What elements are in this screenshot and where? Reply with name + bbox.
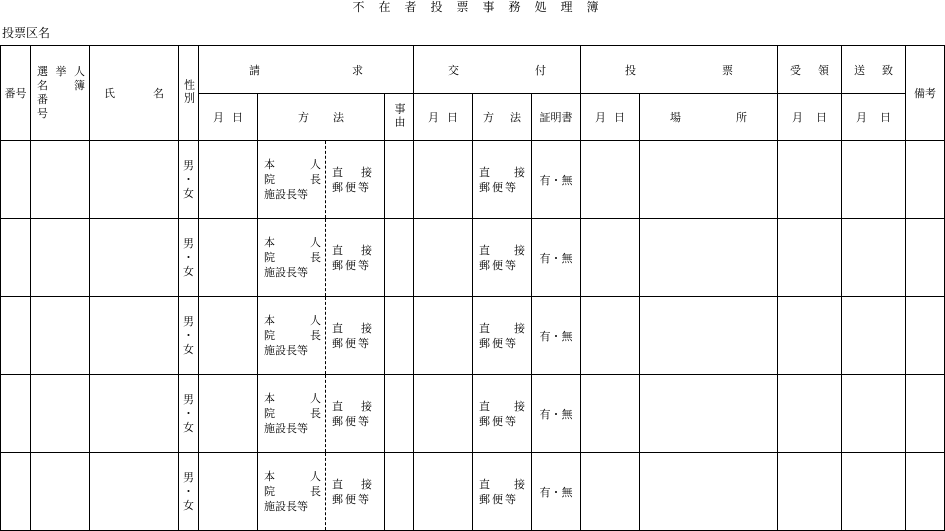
ledger-row — [1, 375, 945, 453]
certificate-header: 証明書 — [532, 94, 581, 141]
cell-vote-date[interactable] — [581, 297, 640, 375]
col-remarks-header: 備考 — [906, 46, 945, 141]
cell-remarks[interactable] — [906, 219, 945, 297]
cell-number[interactable] — [1, 375, 31, 453]
cell-request-date[interactable] — [199, 297, 258, 375]
cell-remarks[interactable] — [906, 297, 945, 375]
cell-request-by[interactable]: 本 人 院 長 施設長等 — [258, 453, 326, 531]
page-title: 不在者投票事務処理簿 — [352, 0, 613, 14]
cell-receipt-date[interactable] — [778, 453, 842, 531]
cell-delivery-date[interactable] — [414, 219, 473, 297]
cell-delivery-date[interactable] — [414, 453, 473, 531]
cell-delivery-method[interactable]: 直 接 郵便等 — [473, 219, 532, 297]
cell-forward-date[interactable] — [842, 141, 906, 219]
cell-name[interactable] — [90, 453, 179, 531]
cell-certificate[interactable]: 有・無 — [532, 297, 581, 375]
header-row-1 — [1, 46, 945, 94]
vote-date-header: 月 日 — [581, 94, 640, 141]
cell-certificate[interactable]: 有・無 — [532, 453, 581, 531]
cell-name[interactable] — [90, 297, 179, 375]
delivery-method-header: 方 法 — [473, 94, 532, 141]
cell-request-by[interactable]: 本 人 院 長 施設長等 — [258, 219, 326, 297]
cell-elector-number[interactable] — [31, 297, 90, 375]
cell-forward-date[interactable] — [842, 297, 906, 375]
vote-place-header: 場 所 — [640, 94, 778, 141]
cell-request-method[interactable]: 直 接 郵便等 — [326, 141, 385, 219]
cell-delivery-method[interactable]: 直 接 郵便等 — [473, 297, 532, 375]
cell-elector-number[interactable] — [31, 141, 90, 219]
cell-delivery-date[interactable] — [414, 375, 473, 453]
cell-elector-number[interactable] — [31, 219, 90, 297]
cell-sex[interactable]: 男 ・ 女 — [179, 141, 199, 219]
group-vote-header: 投 票 — [581, 46, 778, 94]
cell-request-reason[interactable] — [385, 219, 414, 297]
forward-date-header: 月 日 — [842, 94, 906, 141]
cell-vote-date[interactable] — [581, 219, 640, 297]
cell-request-reason[interactable] — [385, 375, 414, 453]
cell-certificate[interactable]: 有・無 — [532, 141, 581, 219]
cell-receipt-date[interactable] — [778, 141, 842, 219]
request-method-header: 方 法 — [258, 94, 385, 141]
cell-name[interactable] — [90, 219, 179, 297]
col-name-header: 氏 名 — [90, 46, 179, 141]
cell-number[interactable] — [1, 219, 31, 297]
group-receipt-header: 受 領 — [778, 46, 842, 94]
col-sex-header: 性別 — [179, 46, 199, 141]
cell-forward-date[interactable] — [842, 375, 906, 453]
cell-name[interactable] — [90, 375, 179, 453]
cell-receipt-date[interactable] — [778, 219, 842, 297]
cell-delivery-method[interactable]: 直 接 郵便等 — [473, 375, 532, 453]
cell-forward-date[interactable] — [842, 453, 906, 531]
cell-receipt-date[interactable] — [778, 375, 842, 453]
ledger-row — [1, 453, 945, 531]
cell-sex[interactable]: 男 ・ 女 — [179, 453, 199, 531]
cell-request-by[interactable]: 本 人 院 長 施設長等 — [258, 141, 326, 219]
cell-vote-place[interactable] — [640, 453, 778, 531]
cell-delivery-method[interactable]: 直 接 郵便等 — [473, 141, 532, 219]
cell-vote-date[interactable] — [581, 141, 640, 219]
cell-vote-place[interactable] — [640, 219, 778, 297]
col-number-header: 番号 — [1, 46, 31, 141]
cell-remarks[interactable] — [906, 375, 945, 453]
cell-receipt-date[interactable] — [778, 297, 842, 375]
cell-sex[interactable]: 男 ・ 女 — [179, 297, 199, 375]
cell-remarks[interactable] — [906, 453, 945, 531]
cell-request-method[interactable]: 直 接 郵便等 — [326, 453, 385, 531]
cell-sex[interactable]: 男 ・ 女 — [179, 219, 199, 297]
cell-certificate[interactable]: 有・無 — [532, 375, 581, 453]
cell-request-by[interactable]: 本 人 院 長 施設長等 — [258, 375, 326, 453]
cell-request-date[interactable] — [199, 453, 258, 531]
group-delivery-header: 交 付 — [414, 46, 581, 94]
cell-vote-place[interactable] — [640, 375, 778, 453]
ledger-row — [1, 219, 945, 297]
cell-request-reason[interactable] — [385, 453, 414, 531]
cell-vote-date[interactable] — [581, 453, 640, 531]
cell-number[interactable] — [1, 453, 31, 531]
delivery-date-header: 月 日 — [414, 94, 473, 141]
cell-delivery-method[interactable]: 直 接 郵便等 — [473, 453, 532, 531]
cell-certificate[interactable]: 有・無 — [532, 219, 581, 297]
cell-request-by[interactable]: 本 人 院 長 施設長等 — [258, 297, 326, 375]
cell-number[interactable] — [1, 297, 31, 375]
cell-name[interactable] — [90, 141, 179, 219]
cell-request-reason[interactable] — [385, 141, 414, 219]
cell-request-method[interactable]: 直 接 郵便等 — [326, 297, 385, 375]
cell-request-method[interactable]: 直 接 郵便等 — [326, 375, 385, 453]
group-forward-header: 送 致 — [842, 46, 906, 94]
cell-sex[interactable]: 男 ・ 女 — [179, 375, 199, 453]
ledger-table — [0, 45, 945, 531]
cell-vote-place[interactable] — [640, 141, 778, 219]
request-reason-header: 事由 — [385, 94, 414, 141]
ledger-row — [1, 141, 945, 219]
district-label: 投票区名 — [2, 26, 51, 40]
cell-vote-date[interactable] — [581, 375, 640, 453]
cell-delivery-date[interactable] — [414, 141, 473, 219]
ledger-body — [1, 141, 945, 531]
cell-vote-place[interactable] — [640, 297, 778, 375]
cell-request-date[interactable] — [199, 141, 258, 219]
cell-request-method[interactable]: 直 接 郵便等 — [326, 219, 385, 297]
cell-request-reason[interactable] — [385, 297, 414, 375]
cell-forward-date[interactable] — [842, 219, 906, 297]
cell-request-date[interactable] — [199, 375, 258, 453]
cell-request-date[interactable] — [199, 219, 258, 297]
request-date-header: 月 日 — [199, 94, 258, 141]
group-request-header: 請 求 — [199, 46, 414, 94]
cell-delivery-date[interactable] — [414, 297, 473, 375]
cell-elector-number[interactable] — [31, 375, 90, 453]
cell-elector-number[interactable] — [31, 453, 90, 531]
col-elector-number-header: 選 挙 人 名 簿 番号 — [31, 46, 90, 141]
cell-remarks[interactable] — [906, 141, 945, 219]
ledger-row — [1, 297, 945, 375]
cell-number[interactable] — [1, 141, 31, 219]
receipt-date-header: 月 日 — [778, 94, 842, 141]
